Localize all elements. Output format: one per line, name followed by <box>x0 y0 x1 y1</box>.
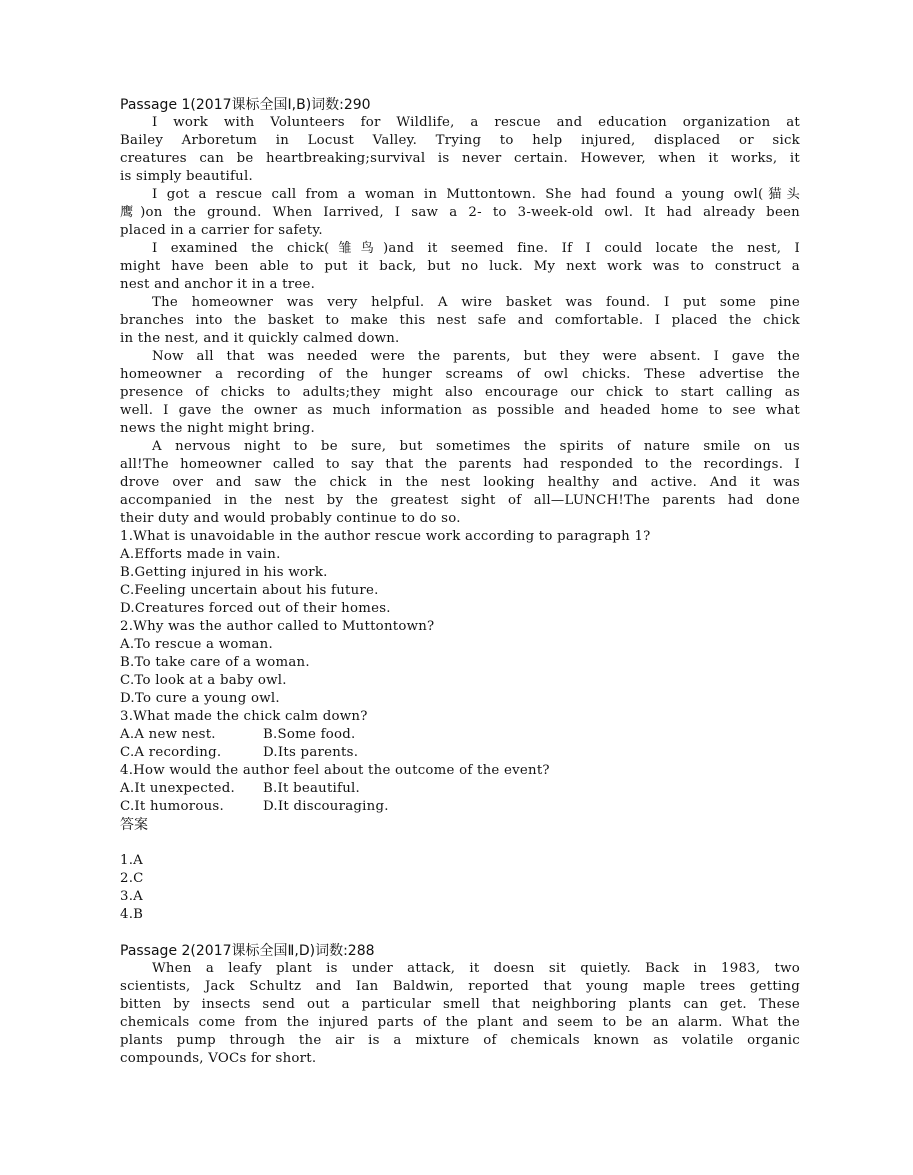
option: D.To cure a young owl. <box>120 691 280 706</box>
text-line: accompanied in the nest by the greatest sight of all—LUNCH!The parents had done <box>120 493 800 508</box>
option: C.Feeling uncertain about his future. <box>120 583 379 598</box>
text-line: compounds, VOCs for short. <box>120 1051 317 1066</box>
option-row <box>120 744 800 762</box>
text-line: Bailey Arboretum in Locust Valley. Trying to help injured, displaced or sick <box>120 133 800 148</box>
spacer <box>120 924 800 942</box>
passage-1-questions <box>120 528 800 816</box>
text-line: I got a rescue call from a woman in Muttontown. She had found a young owl(猫头 <box>152 187 800 202</box>
answer: 2.C <box>120 871 144 886</box>
text-line: all!The homeowner called to say that the parents had responded to the recordings. I <box>120 457 800 472</box>
option: D.It discouraging. <box>263 799 389 814</box>
passage-2-title: Passage 2(2017课标全国Ⅱ,D)词数:288 <box>120 943 375 959</box>
text-line: drove over and saw the chick in the nest looking healthy and active. And it was <box>120 475 800 490</box>
option: A.To rescue a woman. <box>120 637 273 652</box>
answer: 1.A <box>120 853 144 868</box>
option: B.To take care of a woman. <box>120 655 310 670</box>
text-line: plants pump through the air is a mixture of chemicals known as volatile organic <box>120 1033 800 1048</box>
spacer <box>120 834 800 852</box>
answer-heading: 答案 <box>120 817 148 833</box>
passage-1-body <box>120 114 800 528</box>
option: A.Efforts made in vain. <box>120 547 281 562</box>
text-line: I examined the chick(雏鸟)and it seemed fine. If I could locate the nest, I <box>152 241 800 256</box>
passage-2-body <box>120 960 800 1068</box>
question-3: 3.What made the chick calm down? <box>120 709 368 724</box>
text-line: When a leafy plant is under attack, it doesn sit quietly. Back in 1983, two <box>152 961 800 976</box>
option: A.A new nest. <box>120 727 216 742</box>
answer: 4.B <box>120 907 144 922</box>
option: C.It humorous. <box>120 799 224 814</box>
document-content <box>120 96 800 1068</box>
option: D.Its parents. <box>263 745 359 760</box>
option: A.It unexpected. <box>120 781 235 796</box>
option: B.Some food. <box>263 727 356 742</box>
option: D.Creatures forced out of their homes. <box>120 601 391 616</box>
option: C.To look at a baby owl. <box>120 673 287 688</box>
text-line: might have been able to put it back, but no luck. My next work was to construct a <box>120 259 800 274</box>
text-line: scientists, Jack Schultz and Ian Baldwin, reported that young maple trees getting <box>120 979 800 994</box>
option: B.It beautiful. <box>263 781 361 796</box>
option-row <box>120 726 800 744</box>
text-line: A nervous night to be sure, but sometimes the spirits of nature smile on us <box>152 439 800 454</box>
text-line: presence of chicks to adults;they might also encourage our chick to start calling as <box>120 385 800 400</box>
text-line: in the nest, and it quickly calmed down. <box>120 331 400 346</box>
text-line: Now all that was needed were the parents, but they were absent. I gave the <box>152 349 800 364</box>
text-line: bitten by insects send out a particular smell that neighboring plants can get. These <box>120 997 800 1012</box>
option-row <box>120 798 800 816</box>
text-line: The homeowner was very helpful. A wire basket was found. I put some pine <box>152 295 800 310</box>
option: C.A recording. <box>120 745 222 760</box>
question-4: 4.How would the author feel about the outcome of the event? <box>120 763 550 778</box>
passage-1-title: Passage 1(2017课标全国Ⅰ,B)词数:290 <box>120 97 371 113</box>
text-line: news the night might bring. <box>120 421 316 436</box>
text-line: placed in a carrier for safety. <box>120 223 323 238</box>
text-line: homeowner a recording of the hunger screams of owl chicks. These advertise the <box>120 367 800 382</box>
text-line: chemicals come from the injured parts of the plant and seem to be an alarm. What the <box>120 1015 800 1030</box>
answer: 3.A <box>120 889 144 904</box>
text-line: is simply beautiful. <box>120 169 253 184</box>
text-line: branches into the basket to make this nest safe and comfortable. I placed the chick <box>120 313 800 328</box>
question-2: 2.Why was the author called to Muttontown? <box>120 619 435 634</box>
text-line: nest and anchor it in a tree. <box>120 277 316 292</box>
text-line: creatures can be heartbreaking;survival is never certain. However, when it works, it <box>120 151 800 166</box>
question-1: 1.What is unavoidable in the author rescue work according to paragraph 1? <box>120 529 651 544</box>
text-line: their duty and would probably continue to do so. <box>120 511 461 526</box>
option-row <box>120 780 800 798</box>
text-line: I work with Volunteers for Wildlife, a rescue and education organization at <box>152 115 800 130</box>
text-line: well. I gave the owner as much information as possible and headed home to see what <box>120 403 800 418</box>
answer-list <box>120 852 800 924</box>
option: B.Getting injured in his work. <box>120 565 328 580</box>
text-line: 鹰)on the ground. When Iarrived, I saw a 2- to 3-week-old owl. It had already been <box>120 205 800 220</box>
